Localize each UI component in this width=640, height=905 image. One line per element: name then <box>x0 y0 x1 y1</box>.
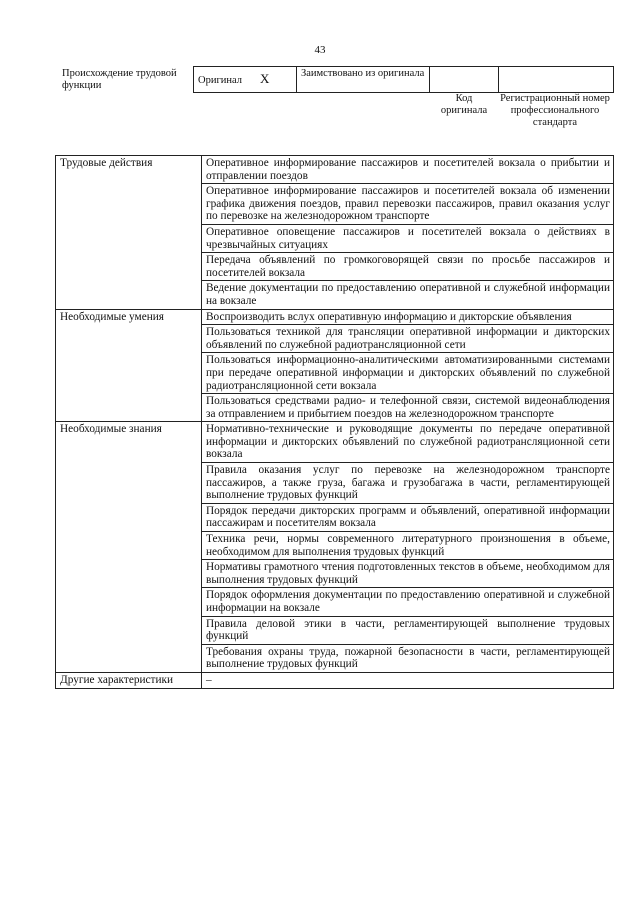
group-item: Правила деловой этики в части, регламентирующей выполнение трудовых функций <box>202 616 614 644</box>
origin-label: Происхождение трудовой функции <box>62 68 177 91</box>
group-item: Оперативное информирование пассажиров и посетителей вокзала о прибытии и отправлении поездов <box>202 156 614 184</box>
table-row <box>56 422 614 463</box>
group-item: – <box>202 672 614 688</box>
table-row <box>56 156 614 184</box>
original-label: Оригинал <box>198 75 242 86</box>
group-item: Пользоваться средствами радио- и телефонной связи, системой видеонаблюдения за отправлением и прибытием поездов на железнодорожном транспорте <box>202 394 614 422</box>
table-row <box>56 309 614 325</box>
group-title: Необходимые знания <box>56 422 202 673</box>
group-item: Оперативное информирование пассажиров и посетителей вокзала об изменении графика движения поездов, правил перевозки пассажиров, правил оказания услуг по перевозке на железнодорожном транспорте <box>202 184 614 225</box>
original-code-cell <box>430 67 499 93</box>
original-mark: X <box>260 71 270 86</box>
borrowed-cell: Заимствовано из оригинала <box>297 67 430 93</box>
origin-table <box>193 66 614 93</box>
table-row <box>56 672 614 688</box>
group-title: Необходимые умения <box>56 309 202 422</box>
group-item: Пользоваться информационно-аналитическими автоматизированными системами при передаче оперативной информации и дикторских объявлений по служебной радиотрансляционной сети вокзала <box>202 353 614 394</box>
group-item: Ведение документации по предоставлению оперативной и служебной информации на вокзале <box>202 281 614 309</box>
function-table-body <box>56 156 614 689</box>
code-caption: Код оригинала <box>440 93 488 116</box>
group-title: Трудовые действия <box>56 156 202 310</box>
group-item: Пользоваться техникой для трансляции оперативной информации и дикторских объявлений по служебной радиотрансляционной сети <box>202 325 614 353</box>
registration-number-cell <box>499 67 614 93</box>
group-item: Требования охраны труда, пожарной безопасности в части, регламентирующей выполнение трудовых функций <box>202 644 614 672</box>
group-item: Порядок оформления документации по предоставлению оперативной и служебной информации на вокзале <box>202 588 614 616</box>
group-item: Техника речи, нормы современного литературного произношения в объеме, необходимом для выполнения трудовых функций <box>202 532 614 560</box>
group-item: Оперативное оповещение пассажиров и посетителей вокзала о действиях в чрезвычайных ситуациях <box>202 224 614 252</box>
group-title: Другие характеристики <box>56 672 202 688</box>
function-characteristics-table <box>55 155 614 689</box>
page-number: 43 <box>314 44 326 56</box>
original-cell <box>194 67 297 93</box>
group-item: Передача объявлений по громкоговорящей связи по просьбе пассажиров и посетителей вокзала <box>202 253 614 281</box>
group-item: Правила оказания услуг по перевозке на железнодорожном транспорте пассажиров, а также груза, багажа и грузобагажа в части, регламентирующей выполнение трудовых функций <box>202 463 614 504</box>
group-item: Нормативно-технические и руководящие документы по передаче оперативной информации и дикторских объявлений по служебной радиотрансляционной сети вокзала <box>202 422 614 463</box>
registration-caption: Регистрационный номер профессионального стандарта <box>500 93 610 128</box>
group-item: Порядок передачи дикторских программ и объявлений, оперативной информации пассажирам и посетителям вокзала <box>202 503 614 531</box>
group-item: Нормативы грамотного чтения подготовленных текстов в объеме, необходимом для выполнения трудовых функций <box>202 560 614 588</box>
group-item: Воспроизводить вслух оперативную информацию и дикторские объявления <box>202 309 614 325</box>
